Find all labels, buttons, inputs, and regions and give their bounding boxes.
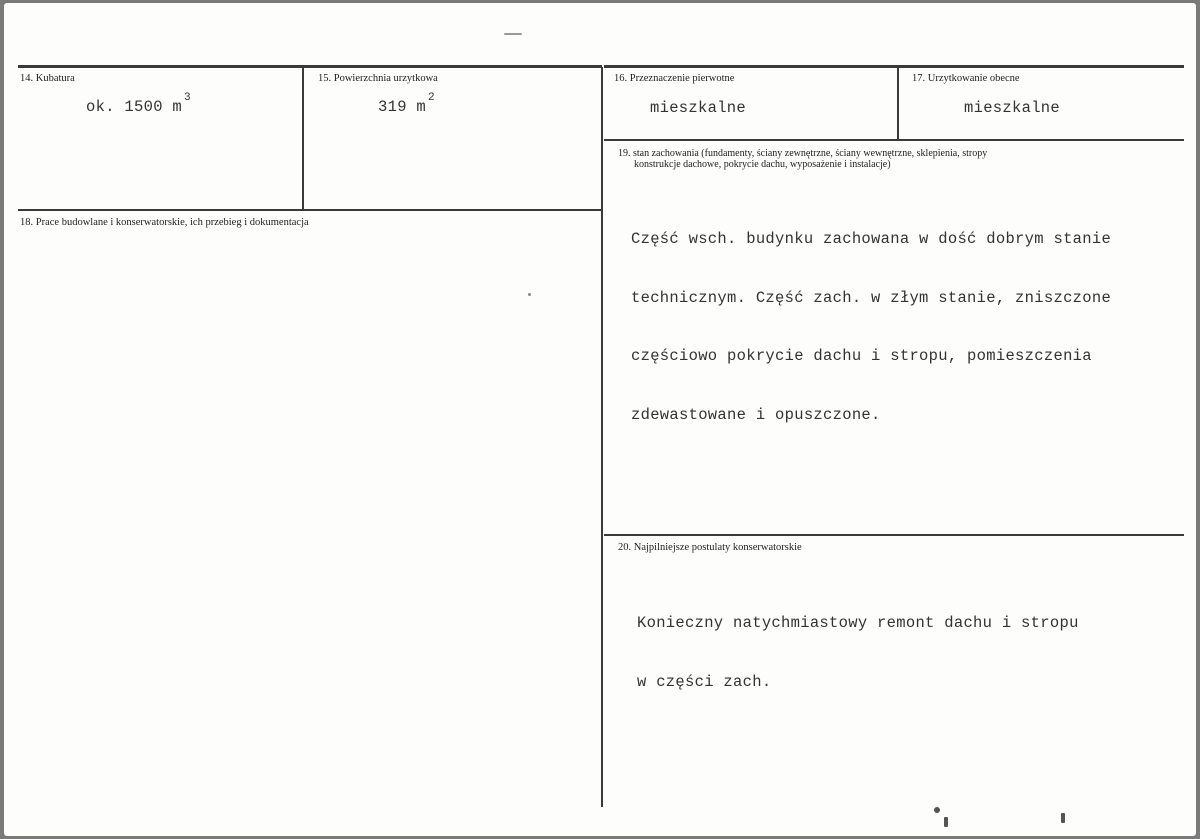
field-20-value-line-1: Konieczny natychmiastowy remont dachu i stropu — [637, 614, 1079, 632]
field-14-value: ok. 1500 m $^3$ — [86, 92, 191, 116]
field-20-label: 20. Najpilniejsze postulaty konserwatorskie — [618, 542, 802, 553]
field-19-label-line-2: konstrukcje dachowe, pokrycie dachu, wyposażenie i instalacje) — [634, 159, 891, 170]
field-16-value: mieszkalne — [650, 99, 747, 117]
field-17-value: mieszkalne — [964, 99, 1061, 117]
field-19-value-line-2: technicznym. Część zach. w złym stanie, zniszczone — [631, 288, 1112, 307]
field-14-label: 14. Kubatura — [20, 73, 75, 84]
field-15-value: 319 m $^2$ — [378, 92, 435, 116]
rule-top-left — [18, 65, 602, 68]
field-16-label: 16. Przeznaczenie pierwotne — [614, 73, 735, 84]
divider-14-15 — [302, 67, 304, 211]
field-18-label: 18. Prace budowlane i konserwatorskie, ich przebieg i dokumentacja — [20, 217, 309, 228]
field-19-value — [631, 191, 1111, 464]
field-19-value-line-4: zdewastowane i opuszczone. — [631, 405, 881, 424]
field-20-value-line-2: w części zach. — [637, 672, 772, 691]
rule-below-14-15 — [18, 209, 602, 211]
field-17-label: 17. Urzytkowanie obecne — [912, 73, 1020, 84]
record-card — [4, 3, 1196, 836]
divider-main — [601, 67, 603, 807]
rule-above-20 — [604, 534, 1184, 536]
scan-speck — [528, 293, 531, 296]
field-19-label-line-1: 19. stan zachowania (fundamenty, ściany zewnętrzne, ściany wewnętrzne, sklepienia, stropy — [618, 148, 988, 159]
scan-speck — [504, 33, 522, 35]
field-19-value-line-1: Część wsch. budynku zachowana w dość dobrym stanie — [631, 230, 1112, 248]
field-20-value — [637, 575, 1079, 731]
scan-speck — [944, 817, 948, 827]
rule-top-right — [604, 65, 1184, 68]
rule-below-16-17 — [604, 139, 1184, 141]
field-15-label: 15. Powierzchnia urzytkowa — [318, 73, 438, 84]
scan-speck — [1061, 813, 1065, 823]
field-19-value-line-3: częściowo pokrycie dachu i stropu, pomieszczenia — [631, 347, 1092, 365]
scan-speck — [934, 807, 940, 813]
divider-16-17 — [897, 67, 899, 140]
